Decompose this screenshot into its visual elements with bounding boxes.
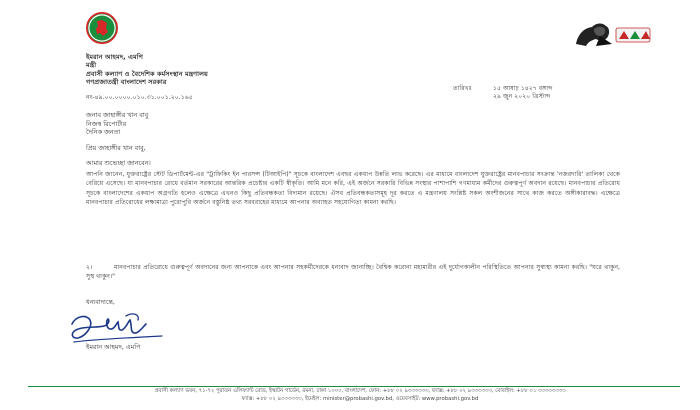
date-label: তারিখঃ	[453, 85, 472, 92]
sender-ministry: প্রবাসী কল্যাণ ও বৈদেশিক কর্মসংস্থান মন্ত্রণালয়	[86, 69, 208, 78]
salutation: প্রিয় জাহাঙ্গীর খান বাবু,	[86, 144, 146, 152]
sender-name: ইমরান আহমদ, এমপি	[86, 53, 143, 61]
footer	[60, 387, 660, 403]
recipient-name: জনাব জাহাঙ্গীর খান বাবু	[86, 111, 149, 119]
government-emblem-icon	[86, 12, 118, 44]
paragraph-2-text: মানবপাচার প্রতিরোধে গুরুত্বপূর্ণ অবদানের জন্য আপনাকে এবং আপনার সহকর্মীদেরকে ধন্যবাদ জানাচ্ছি। বৈশ্বিক করোনা মহামারীর এই দুর্যোগকালীন পরিস্থিতিতে আপনার সুস্বাস্থ্য কামনা করছি। "ঘরে থাকুন, সুস্থ থাকুন।"	[86, 264, 620, 281]
date-bangla: ১৫ আষাঢ় ১৪২৭ বঙ্গাব্দ	[493, 85, 553, 92]
body-paragraph-1: আপনি জানেন, যুক্তরাষ্ট্রের স্টেট ডিপার্টমেন্ট-এর "ট্রাফিকিং ইন পারসন্স (টিআইপি)" সূচকে বাংলাদেশ এবছর একধাপ উন্নতি লাভ করেছে। এর মাধ্যমে বাংলাদেশ যুক্তরাষ্ট্রের মানবপাচার সংক্রান্ত 'নজরদারি' তালিকা থেকে বেরিয়ে এসেছে। যা মানবপাচার রোধে বর্তমান সরকারের আন্তরিক প্রচেষ্টার একটি স্বীকৃতি। আমি মনে করি, এই অর্জনে সরকারি বিভিন্ন সংস্থার পাশাপাশি গণমাধ্যম কর্মীদের গুরুত্বপূর্ণ অবদান রয়েছে। মানবপাচার প্রতিরোধ সূচকে বাংলাদেশের একধাপ অগ্রগতি হলেও এক্ষেত্রে এখনও কিছু প্রতিবন্ধকতা বিদ্যমান রয়েছে। ঐসব প্রতিবন্ধকতাসমূহ দূর করতে এ মন্ত্রণালয় সংশ্লিষ্ট সকল অংশীজনের সাথে কাজ করতে অঙ্গীকারাবদ্ধ। এক্ষেত্রে মানবপাচার প্রতিরোধের লক্ষ্যমাত্রা পুরোপুরি অর্জনে বস্তুনিষ্ঠ তথ্য সরবরাহের মাধ্যমে আপনার অব্যাহত সহযোগিতা কামনা করছি।	[86, 171, 620, 207]
centenary-portrait-icon	[566, 14, 656, 48]
closing: ধন্যবাদান্তে,	[86, 298, 115, 306]
date-block	[453, 85, 553, 101]
recipient-organization: দৈনিক জনতা	[86, 128, 121, 137]
sender-block	[86, 53, 208, 87]
body-paragraph-2	[86, 263, 620, 282]
signature-icon	[66, 306, 176, 346]
recipient-designation: নিজস্ব রিপোর্টার	[86, 119, 127, 128]
footer-address: প্রবাসী কল্যাণ ভবন, ৭১-৭২ পুরাতন এলিফ্যান্ট রোড, ইস্কাটন গার্ডেন, রমনা, ঢাকা ১০০০, বাংলাদেশ, ফোন: +৮৮ ০২ ৯৩৩৩৩৩৩, ফ্যাক্স: +৮৮ ০২ ৯৩৩৩৩৩৩, মোবাইল: +৮৮ ০১ ৩৩৩৩৩৩৩৩	[154, 388, 566, 394]
memo-number: নং-৪৯.০০.০০০০.০১০.৩১.০০১.২০.১৬৫	[86, 94, 193, 101]
recipient-block	[86, 111, 148, 137]
signatory-name: ইমরান আহমদ, এমপি	[86, 343, 141, 351]
sender-title: মন্ত্রী	[86, 61, 97, 70]
sender-government: গণপ্রজাতন্ত্রী বাংলাদেশ সরকার	[86, 78, 167, 87]
footer-contact: ফ্যাক্স: +৮৮ ০২ ৯৩৩৩৩৩৩, ইমেইল: minister@probashi.gov.bd, ওয়েবসাইট: www.probashi.gov.bd	[241, 396, 479, 402]
greeting: আমার শুভেচ্ছা জানবেন।	[86, 159, 151, 167]
date-english: ২৯ জুন ২০২০ খ্রিস্টাব্দ	[493, 93, 551, 101]
paragraph-number: ২।	[86, 264, 93, 271]
